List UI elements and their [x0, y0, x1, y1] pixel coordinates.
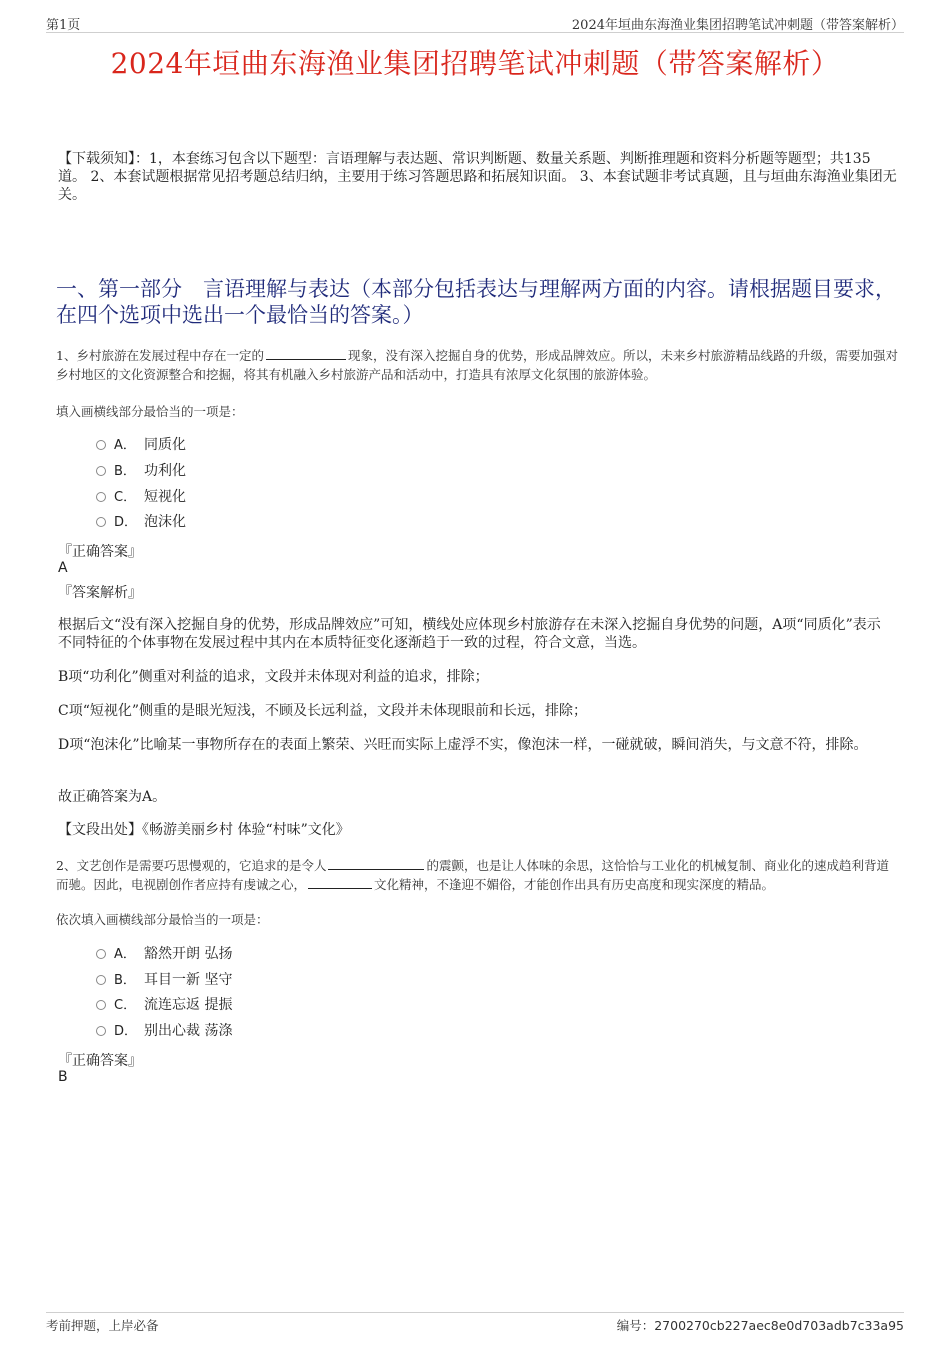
q1-stem-part: 现象，没有深入挖掘自身的优势，形成品牌效应。所以，未来乡村旅游精品线路的升级，需要加强对乡村地区的文化资源整合和挖掘，将其有机融入乡村旅游产品和活动中，打造具有浓厚文化氛围的旅游体验。 [56, 348, 898, 382]
section-heading: 一、第一部分 言语理解与表达（本部分包括表达与理解两方面的内容。请根据题目要求，在四个选项中选出一个最恰当的答案。） [56, 277, 896, 327]
q1-answer: A [58, 560, 68, 576]
answer-blank [328, 857, 424, 870]
code-value: 2700270cb227aec8e0d703adb7c33a95 [654, 1318, 904, 1333]
q1-answer-label: 『正确答案』 [58, 544, 142, 560]
option-text: 泡沫化 [144, 514, 186, 530]
q1-analysis-para: B项“功利化”侧重对利益的追求，文段并未体现对利益的追求，排除； [58, 669, 489, 685]
q2-stem-part: 文化精神，不逢迎不媚俗，才能创作出具有历史高度和现实深度的精品。 [374, 877, 775, 892]
q2-answer: B [58, 1069, 68, 1085]
page-number: 第1页 [46, 18, 81, 33]
q2-stem-part: 的震颤，也是让人体味的余思，这恰恰与工业化的机械复制、商业化的速成趋利背道而驰。因此，电视剧创作者应持有虔诚之心， [56, 858, 889, 892]
question-1-stem [56, 346, 898, 384]
q2-option-d[interactable] [96, 1021, 232, 1041]
answer-blank [308, 876, 372, 889]
radio-icon[interactable] [96, 1026, 106, 1036]
option-letter: A． [114, 947, 136, 962]
q2-option-b[interactable] [96, 970, 232, 990]
q1-option-c[interactable] [96, 487, 186, 507]
footer-code [617, 1316, 904, 1334]
radio-icon[interactable] [96, 949, 106, 959]
option-text: 短视化 [144, 489, 186, 505]
q1-analysis-para: 根据后文“没有深入挖掘自身的优势，形成品牌效应”可知，横线处应体现乡村旅游存在未深入挖掘自身优势的问题，A项“同质化”表示不同特征的个体事物在发展过程中其内在本质特征变化逐渐趋于一致的过程，符合文意，当选。 [58, 617, 881, 651]
q2-option-a[interactable] [96, 944, 232, 964]
download-notice: 【下载须知】：1，本套练习包含以下题型：言语理解与表达题、常识判断题、数量关系题、判断推理题和资料分析题等题型；共135道。 2、本套试题根据常见招考题总结归纳，主要用于练习答题思路和拓展知识面。 3、本套试题非考试真题，且与垣曲东海渔业集团无关。 [58, 151, 897, 203]
q1-stem-part: 1、乡村旅游在发展过程中存在一定的 [56, 348, 264, 363]
question-2-prompt: 依次填入画横线部分最恰当的一项是： [56, 912, 269, 927]
q1-option-a[interactable] [96, 435, 186, 455]
q2-stem-part: 2、文艺创作是需要巧思慢观的，它追求的是令人 [56, 858, 327, 873]
code-label: 编号： [616, 1318, 655, 1333]
q1-option-d[interactable] [96, 512, 186, 532]
radio-icon[interactable] [96, 492, 106, 502]
q2-answer-label: 『正确答案』 [58, 1053, 142, 1069]
footer-slogan: 考前押题，上岸必备 [46, 1318, 159, 1333]
option-text: 流连忘返 提振 [144, 997, 233, 1013]
header-doc-title: 2024年垣曲东海渔业集团招聘笔试冲刺题（带答案解析） [571, 18, 904, 33]
option-letter: B． [114, 464, 136, 479]
q1-analysis-label: 『答案解析』 [58, 585, 142, 601]
radio-icon[interactable] [96, 1000, 106, 1010]
page-header [46, 14, 904, 33]
q2-option-c[interactable] [96, 995, 232, 1015]
radio-icon[interactable] [96, 466, 106, 476]
radio-icon[interactable] [96, 517, 106, 527]
radio-icon[interactable] [96, 975, 106, 985]
q1-option-b[interactable] [96, 461, 186, 481]
option-text: 同质化 [144, 437, 186, 453]
option-text: 耳目一新 坚守 [144, 972, 233, 988]
option-letter: D． [114, 1024, 138, 1039]
answer-blank [266, 347, 346, 360]
q1-analysis-para: 故正确答案为A。 [58, 789, 167, 805]
radio-icon[interactable] [96, 440, 106, 450]
option-text: 别出心裁 荡涤 [144, 1023, 233, 1039]
option-letter: D． [114, 515, 138, 530]
q1-analysis-para: C项“短视化”侧重的是眼光短浅，不顾及长远利益，文段并未体现眼前和长远，排除； [58, 703, 588, 719]
question-2-stem [56, 856, 898, 894]
q1-source: 【文段出处】《畅游美丽乡村 体验“村味”文化》 [58, 822, 350, 838]
page-footer [46, 1312, 904, 1337]
option-letter: C． [114, 490, 137, 505]
option-text: 豁然开朗 弘扬 [144, 946, 233, 962]
option-text: 功利化 [144, 463, 186, 479]
option-letter: A． [114, 438, 136, 453]
option-letter: C． [114, 998, 137, 1013]
document-title: 2024年垣曲东海渔业集团招聘笔试冲刺题（带答案解析） [110, 47, 840, 80]
q1-analysis-para: D项“泡沫化”比喻某一事物所存在的表面上繁荣、兴旺而实际上虚浮不实，像泡沫一样，一碰就破，瞬间消失，与文意不符，排除。 [58, 737, 868, 753]
option-letter: B． [114, 973, 136, 988]
question-1-prompt: 填入画横线部分最恰当的一项是： [56, 404, 244, 419]
